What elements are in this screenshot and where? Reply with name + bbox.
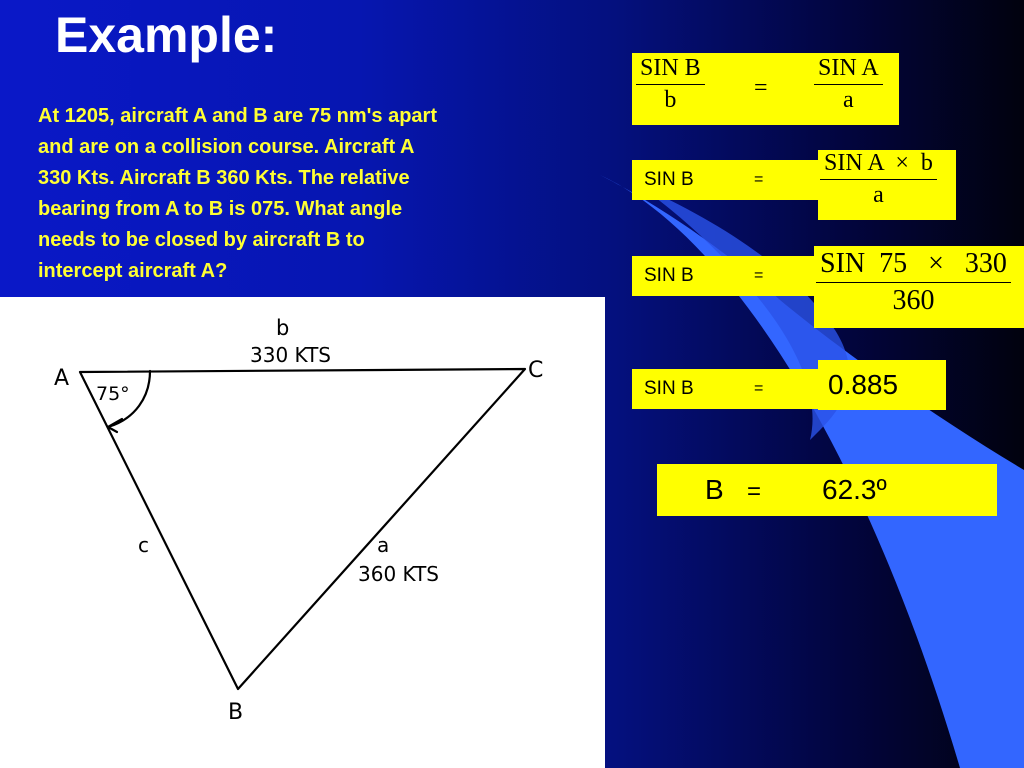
- fraction-numerator: SIN A × b: [820, 150, 937, 180]
- step1-fraction-box: [818, 150, 956, 220]
- sin-b-label: SIN B: [644, 378, 694, 399]
- fraction-denominator: a: [843, 87, 854, 113]
- step1-fraction: [820, 150, 937, 209]
- side-c-name: c: [138, 533, 149, 557]
- side-a-name: a: [377, 533, 390, 557]
- side-b-speed: 330 KTS: [250, 343, 332, 367]
- left-fraction: [636, 55, 705, 114]
- problem-line: and are on a collision course. Aircraft A: [38, 136, 415, 158]
- vertex-c-label: C: [528, 358, 544, 383]
- result-box: [657, 464, 997, 516]
- triangle-outline: [80, 369, 525, 689]
- problem-line: intercept aircraft A?: [38, 260, 228, 282]
- fraction-numerator: SIN B: [636, 55, 705, 85]
- step1-label-box: [632, 160, 818, 200]
- vertex-a-label: A: [54, 366, 70, 391]
- problem-statement: [38, 101, 578, 287]
- step2-fraction-box: [814, 246, 1024, 328]
- equals-sign: =: [754, 75, 768, 101]
- angle-label: 75°: [96, 383, 130, 405]
- step2-fraction: [816, 248, 1011, 317]
- vertex-b-label: B: [228, 700, 244, 725]
- equals-sign: =: [754, 171, 764, 188]
- result-value: 62.3º: [822, 474, 887, 505]
- sin-b-value: 0.885: [828, 369, 899, 400]
- sin-b-label: SIN B: [644, 265, 694, 286]
- side-a-speed: 360 KTS: [358, 562, 440, 586]
- equals-sign: =: [754, 380, 764, 397]
- step3-label-box: [632, 369, 818, 409]
- problem-line: 330 Kts. Aircraft B 360 Kts. The relative: [38, 167, 410, 189]
- step3-value-box: [818, 360, 946, 410]
- problem-line: needs to be closed by aircraft B to: [38, 229, 365, 251]
- problem-line: At 1205, aircraft A and B are 75 nm's apart: [38, 105, 437, 127]
- triangle-diagram: [0, 297, 605, 768]
- equals-sign: =: [754, 267, 764, 284]
- fraction-denominator: 360: [892, 285, 935, 316]
- fraction-numerator: SIN A: [814, 55, 883, 85]
- fraction-denominator: b: [664, 87, 677, 113]
- equals-sign: =: [747, 478, 762, 505]
- sin-b-label: SIN B: [644, 169, 694, 190]
- side-b-name: b: [276, 316, 290, 340]
- step2-label-box: [632, 256, 818, 296]
- result-variable: B: [705, 474, 724, 505]
- slide-title: Example:: [55, 7, 278, 63]
- problem-line: bearing from A to B is 075. What angle: [38, 198, 403, 220]
- fraction-numerator: SIN 75 × 330: [816, 248, 1011, 283]
- law-of-sines-box: [632, 53, 899, 125]
- fraction-denominator: a: [873, 182, 884, 208]
- right-fraction: [814, 55, 883, 114]
